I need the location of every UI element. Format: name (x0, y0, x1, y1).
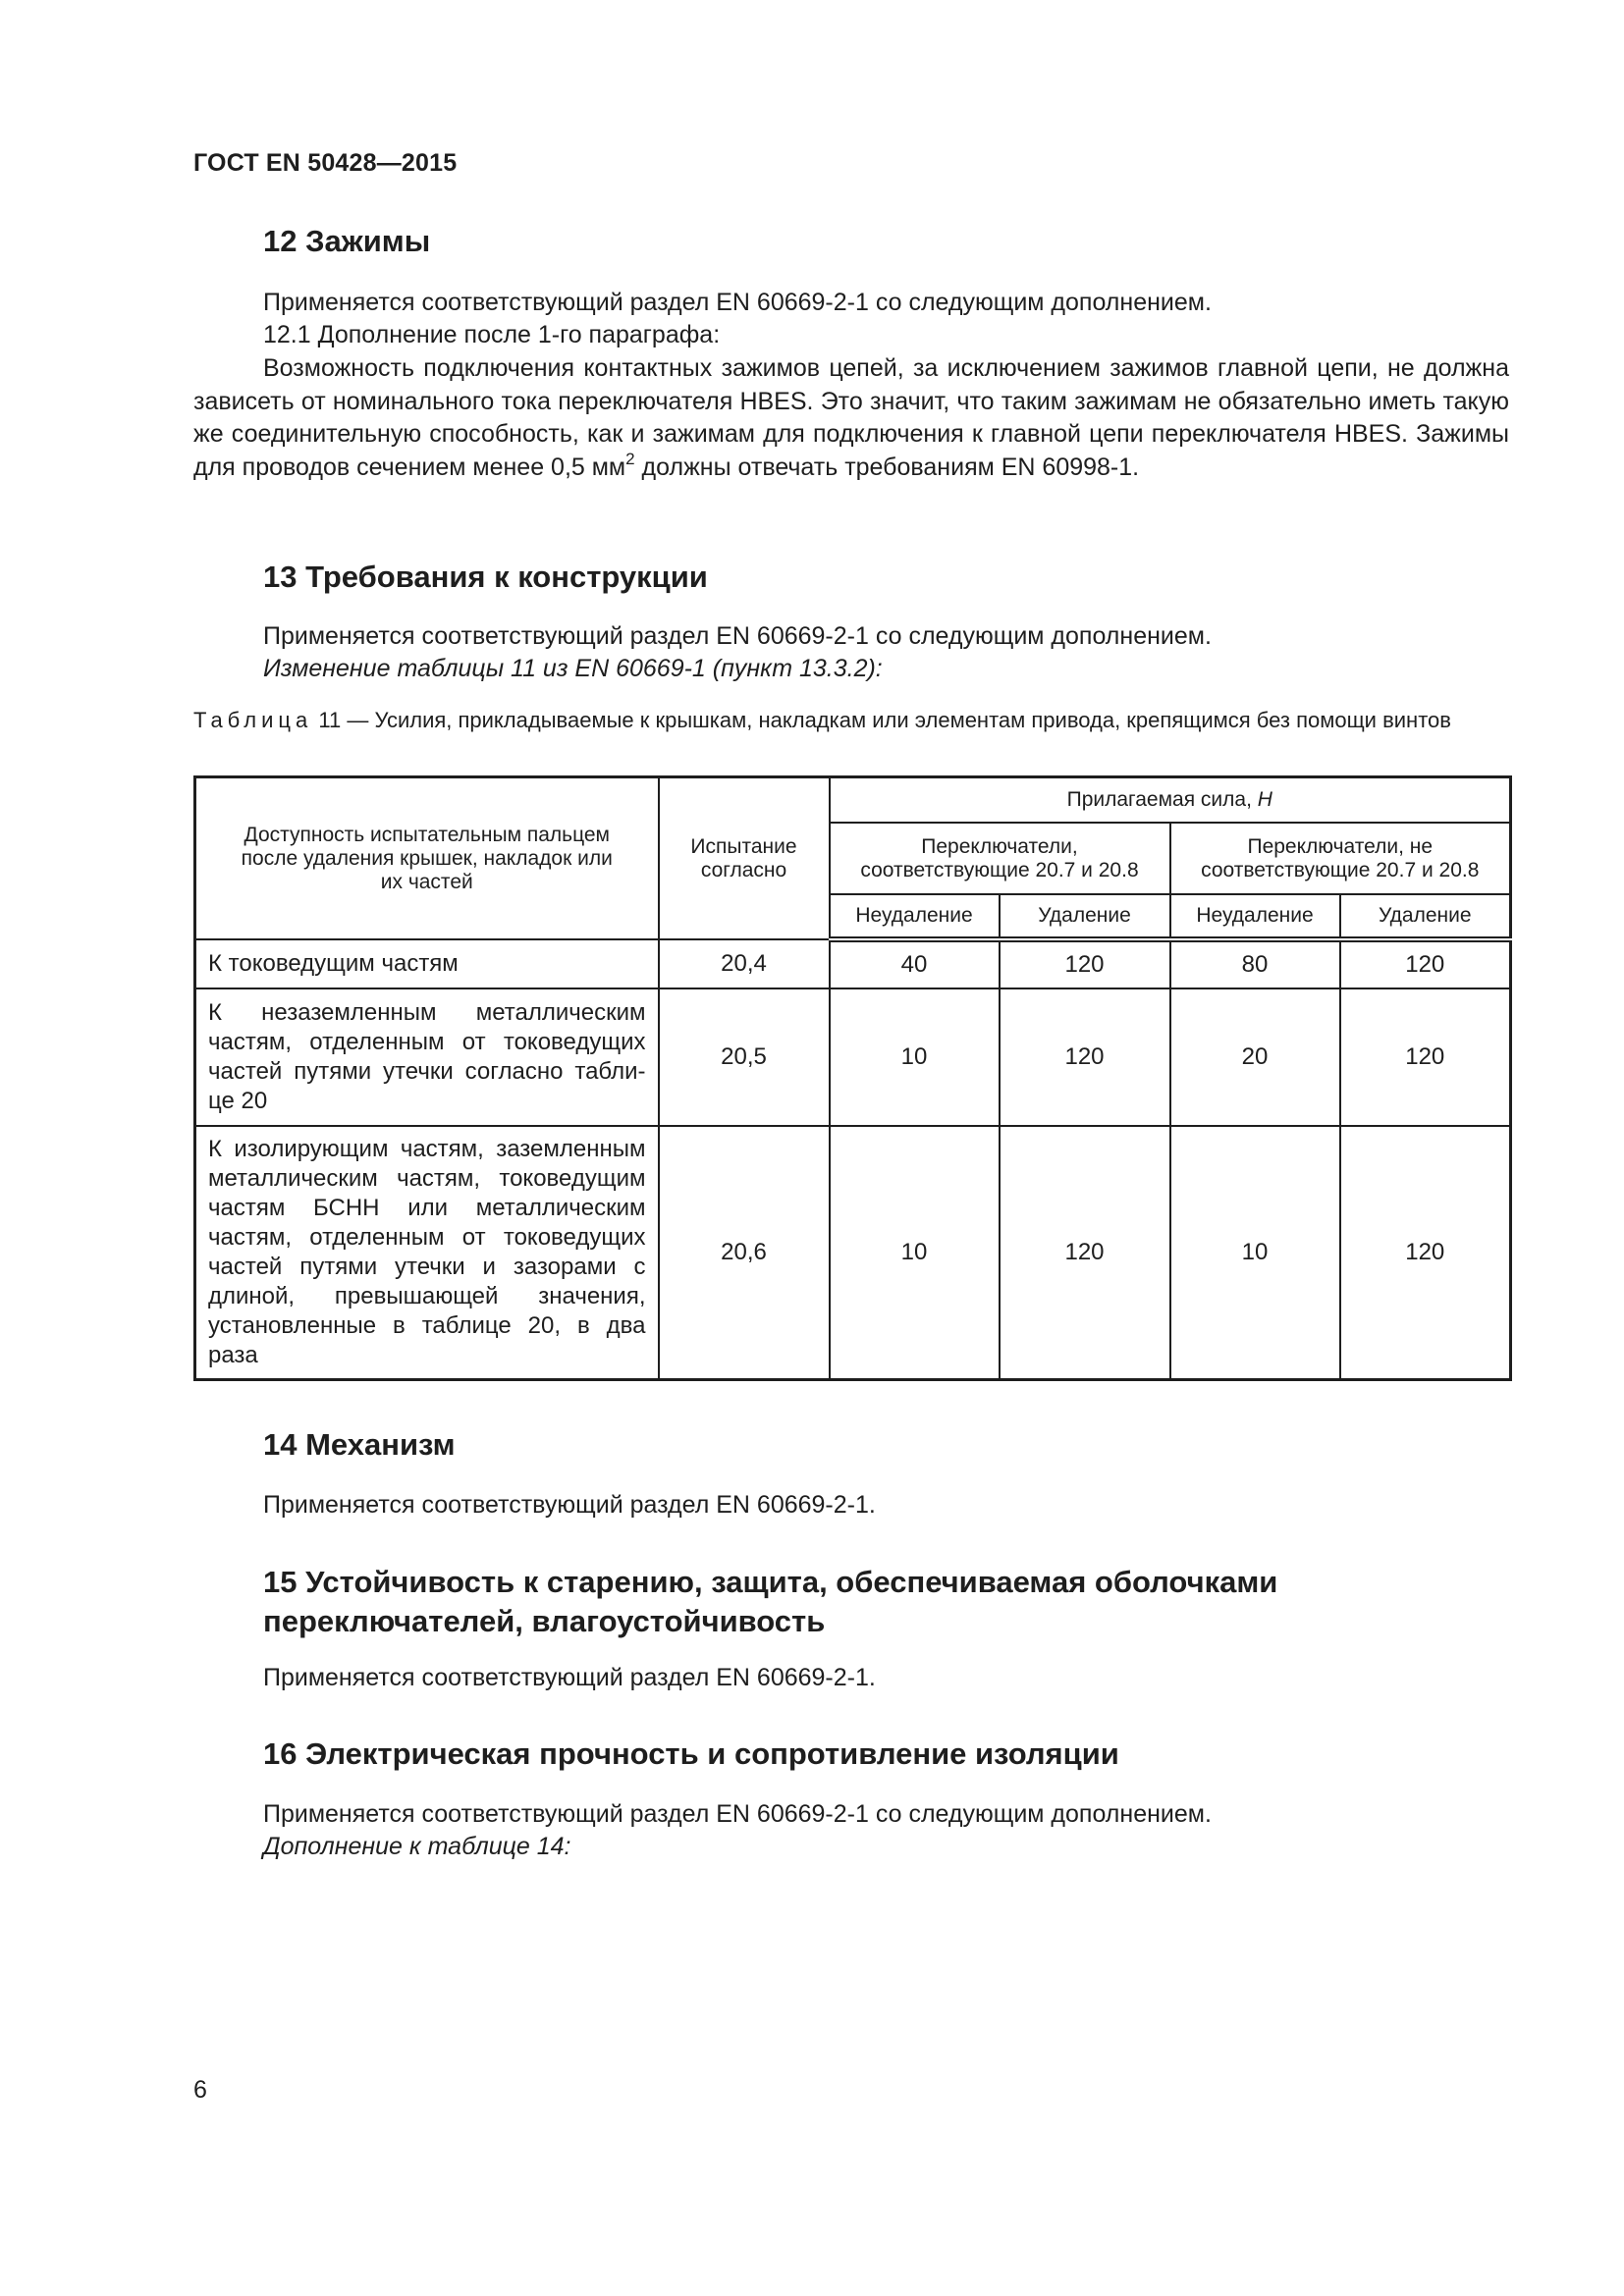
row-test-clause: 20,5 (659, 988, 830, 1126)
row-g1-non-removal: 10 (830, 1126, 1000, 1380)
table-11-caption (193, 705, 1509, 735)
section-15-heading-line-2: переключателей, влагоустойчивость (263, 1604, 826, 1638)
header-applied-force-unit: Н (1257, 788, 1272, 811)
header-group-compliant: Переключатели, соответствующие 20.7 и 20.8 (830, 823, 1170, 894)
row-g1-non-removal: 40 (830, 939, 1000, 988)
section-12-para-3 (193, 352, 1509, 484)
row-g2-removal: 120 (1340, 939, 1511, 988)
table-row (195, 1126, 1511, 1380)
header-g1-removal: Удаление (1000, 894, 1170, 939)
header-applied-force-label: Прилагаемая сила, (1066, 788, 1258, 811)
section-13-heading: 13 Требования к конструкции (263, 560, 708, 594)
row-g2-non-removal: 10 (1170, 1126, 1340, 1380)
section-16-heading: 16 Электрическая прочность и сопротивление изоляции (263, 1736, 1119, 1771)
table-row (195, 939, 1511, 988)
section-16-para-2: Дополнение к таблице 14: (263, 1833, 571, 1860)
row-g1-removal: 120 (1000, 1126, 1170, 1380)
section-12-para-1: Применяется соответствующий раздел EN 60669-2-1 со следующим дополнением. (263, 289, 1212, 316)
row-test-clause: 20,6 (659, 1126, 830, 1380)
section-12-para-3-tail: должны отвечать требованиям EN 60998-1. (634, 453, 1140, 481)
header-test-per: Испытание согласно (659, 777, 830, 940)
section-16-para-1: Применяется соответствующий раздел EN 60669-2-1 со следующим дополнением. (263, 1800, 1212, 1828)
table-11 (193, 775, 1512, 1381)
superscript-2: 2 (625, 449, 635, 468)
row-g1-removal: 120 (1000, 939, 1170, 988)
row-description: К изолирующим частям, заземленным металлическим частям, токоведущим частям БСНН или металлическим частям, отделенным от токоведущих частей путями утечки и зазорами с длиной, превышающей значения, установленные в таблице 20, в два раза (195, 1126, 659, 1380)
table-caption-label: Таблица (193, 708, 313, 732)
section-12-para-3-text: Возможность подключения контактных зажимов цепей, за исключением зажимов главной цепи, не должна зависеть от номинального тока переключателя HBES. Это значит, что таким зажимам не обязательно иметь такую же соединительную способность, как и зажимам для подключения к главной цепи переключателя HBES. Зажимы для проводов сечением менее 0,5 мм (193, 354, 1509, 481)
row-description: К незаземленным металлическим частям, отделенным от токоведущих частей путями утечки согласно табли-це 20 (195, 988, 659, 1126)
table-row (195, 988, 1511, 1126)
row-g2-non-removal: 20 (1170, 988, 1340, 1126)
row-test-clause: 20,4 (659, 939, 830, 988)
header-g2-removal: Удаление (1340, 894, 1511, 939)
section-13-para-1: Применяется соответствующий раздел EN 60669-2-1 со следующим дополнением. (263, 622, 1212, 650)
section-14-heading: 14 Механизм (263, 1427, 456, 1462)
document-code: ГОСТ EN 50428—2015 (193, 149, 458, 177)
header-applied-force (830, 777, 1511, 824)
page-number: 6 (193, 2076, 207, 2104)
section-13-para-2: Изменение таблицы 11 из EN 60669-1 (пункт 13.3.2): (263, 655, 883, 682)
header-g2-non-removal: Неудаление (1170, 894, 1340, 939)
section-12-heading: 12 Зажимы (263, 224, 431, 258)
section-15-heading-line-1: 15 Устойчивость к старению, защита, обеспечиваемая оболочками (263, 1565, 1278, 1599)
header-group-noncompliant: Переключатели, не соответствующие 20.7 и 20.8 (1170, 823, 1511, 894)
header-accessibility: Доступность испытательным пальцем после удаления крышек, накладок или их частей (195, 777, 659, 940)
table-caption-text: 11 — Усилия, прикладываемые к крышкам, накладкам или элементам привода, крепящимся без помощи винтов (312, 708, 1451, 732)
section-14-para-1: Применяется соответствующий раздел EN 60669-2-1. (263, 1491, 876, 1519)
row-g2-removal: 120 (1340, 1126, 1511, 1380)
row-description: К токоведущим частям (195, 939, 659, 988)
row-g1-removal: 120 (1000, 988, 1170, 1126)
row-g2-non-removal: 80 (1170, 939, 1340, 988)
section-15-para-1: Применяется соответствующий раздел EN 60669-2-1. (263, 1664, 876, 1691)
header-g1-non-removal: Неудаление (830, 894, 1000, 939)
row-g2-removal: 120 (1340, 988, 1511, 1126)
section-12-para-2: 12.1 Дополнение после 1-го параграфа: (263, 321, 721, 348)
row-g1-non-removal: 10 (830, 988, 1000, 1126)
